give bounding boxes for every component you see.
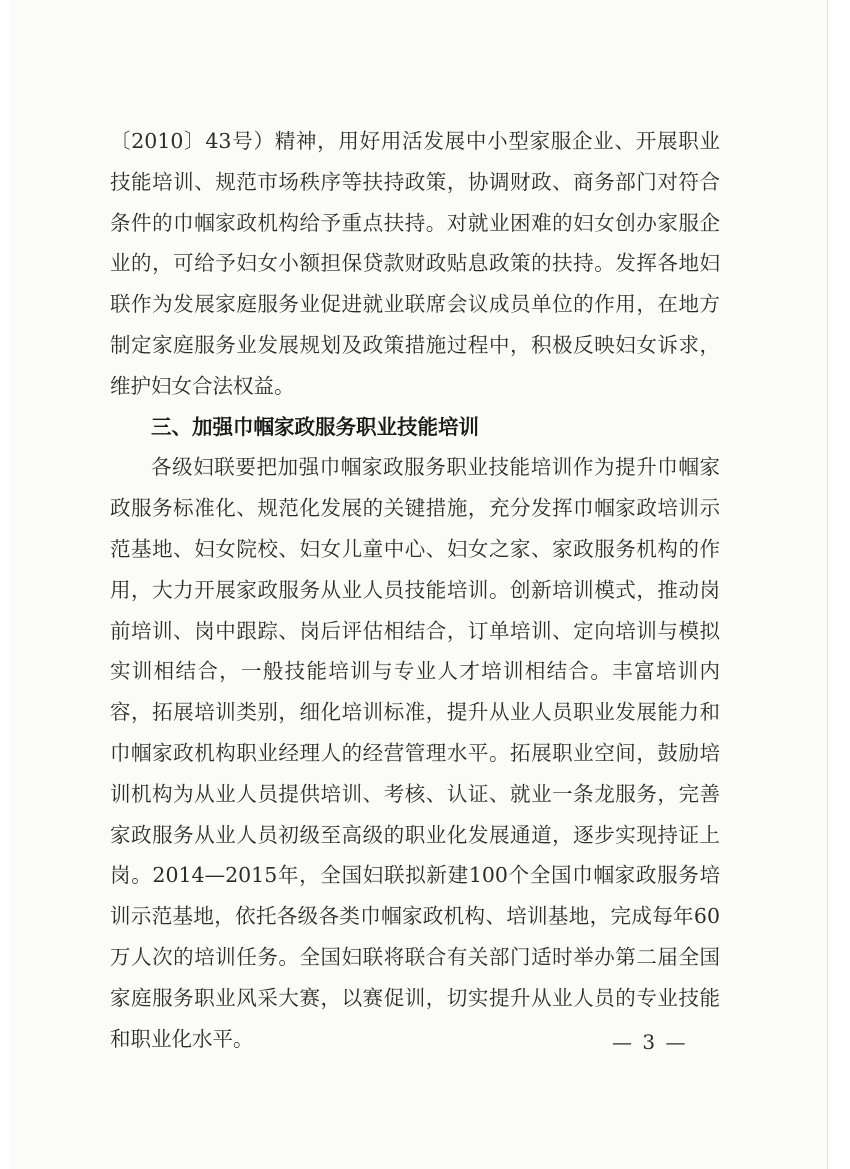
document-body: [110, 121, 720, 1059]
document-page: [10, 0, 828, 1169]
paragraph-continuation: 〔2010〕43号）精神，用好用活发展中小型家服企业、开展职业技能培训、规范市场秩序等扶持政策，协调财政、商务部门对符合条件的巾帼家政机构给予重点扶持。对就业困难的妇女创办家服企业的，可给予妇女小额担保贷款财政贴息政策的扶持。发挥各地妇联作为发展家庭服务业促进就业联席会议成员单位的作用，在地方制定家庭服务业发展规划及政策措施过程中，积极反映妇女诉求，维护妇女合法权益。: [110, 129, 720, 398]
section-heading: 三、加强巾帼家政服务职业技能培训: [151, 414, 479, 439]
page-number: — 3 —: [612, 1030, 688, 1054]
paragraph-body: 各级妇联要把加强巾帼家政服务职业技能培训作为提升巾帼家政服务标准化、规范化发展的关键措施，充分发挥巾帼家政培训示范基地、妇女院校、妇女儿童中心、妇女之家、家政服务机构的作用，大力开展家政服务从业人员技能培训。创新培训模式，推动岗前培训、岗中跟踪、岗后评估相结合，订单培训、定向培训与模拟实训相结合，一般技能培训与专业人才培训相结合。丰富培训内容，拓展培训类别，细化培训标准，提升从业人员职业发展能力和巾帼家政机构职业经理人的经营管理水平。拓展职业空间，鼓励培训机构为从业人员提供培训、考核、认证、就业一条龙服务，完善家政服务从业人员初级至高级的职业化发展通道，逐步实现持证上岗。2014—2015年，全国妇联拟新建100个全国巾帼家政服务培训示范基地，依托各级各类巾帼家政机构、培训基地，完成每年60万人次的培训任务。全国妇联将联合有关部门适时举办第二届全国家庭服务职业风采大赛，以赛促训，切实提升从业人员的专业技能和职业化水平。: [110, 455, 720, 1051]
